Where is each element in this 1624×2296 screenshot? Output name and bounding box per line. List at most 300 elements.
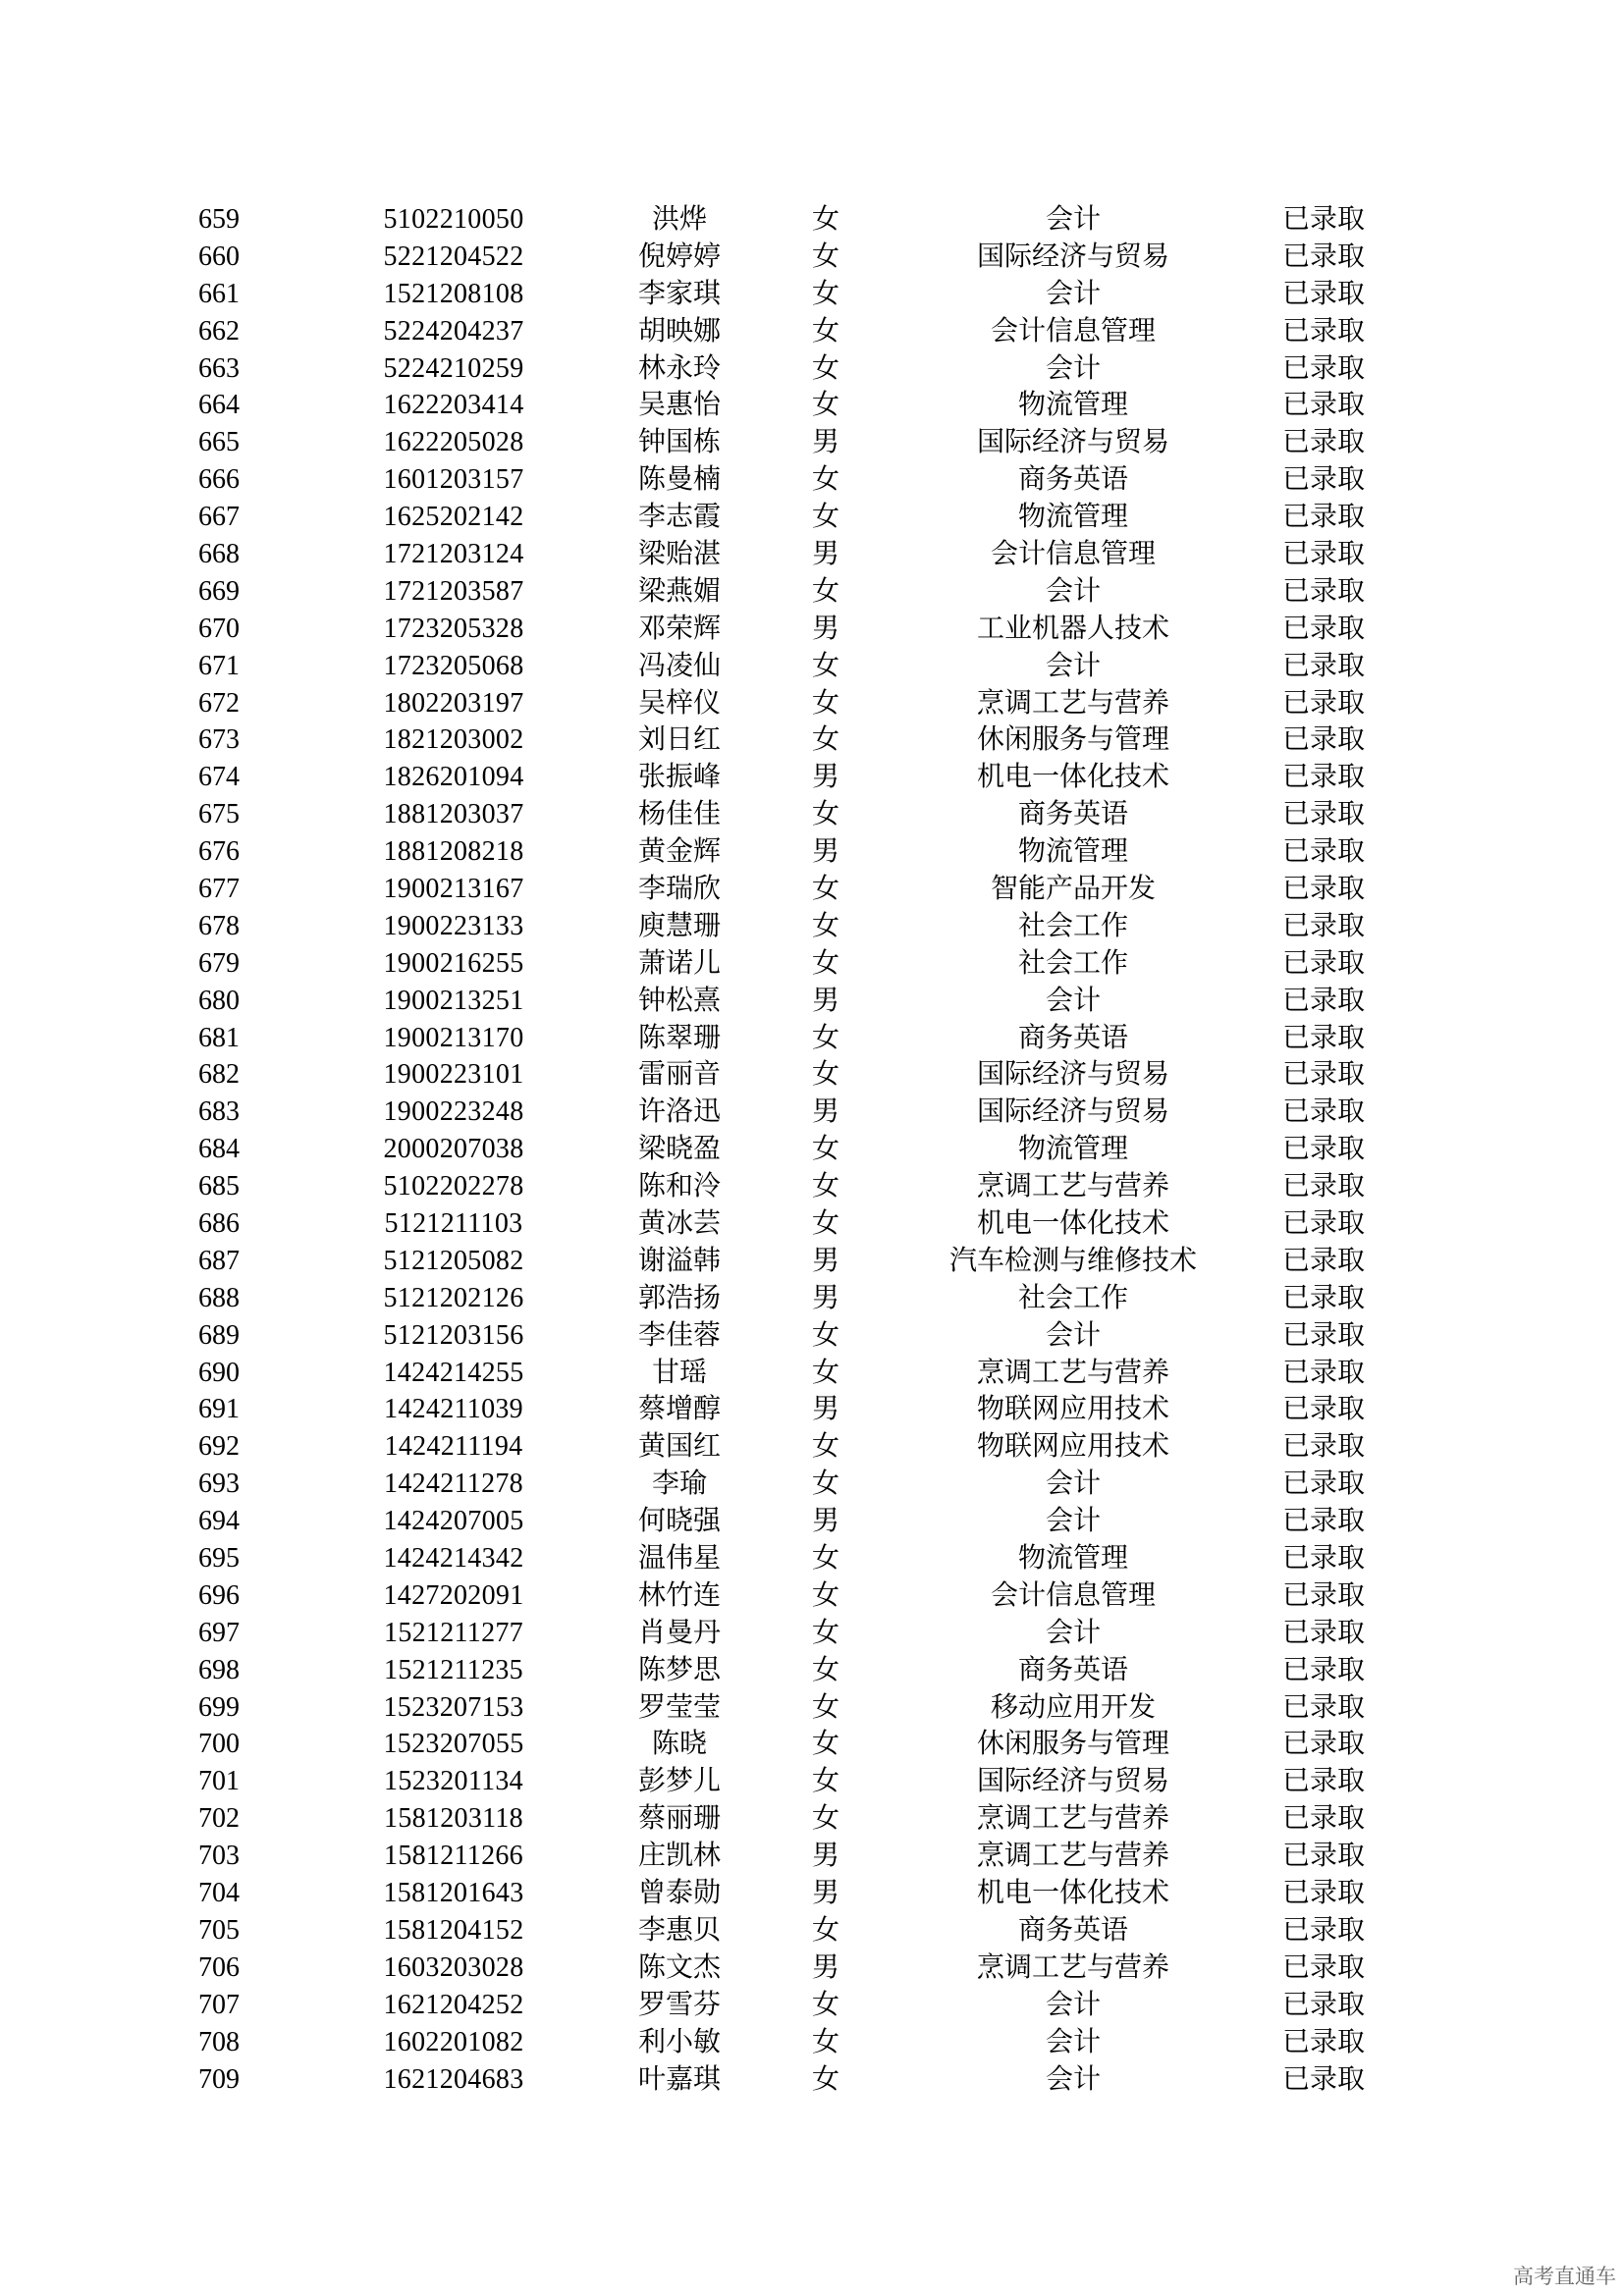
cell-name: 陈文杰 — [637, 1951, 721, 1983]
cell-major: 物联网应用技术 — [976, 1394, 1169, 1425]
cell-exam-id: 1523201134 — [384, 1766, 523, 1797]
cell-index: 688 — [198, 1282, 240, 1313]
cell-status: 已录取 — [1281, 1803, 1365, 1835]
cell-status: 已录取 — [1281, 613, 1365, 644]
cell-status: 已录取 — [1281, 539, 1365, 569]
cell-name: 倪婷婷 — [637, 240, 721, 272]
cell-exam-id: 1602201082 — [383, 2026, 524, 2057]
cell-major: 会计信息管理 — [990, 539, 1156, 569]
table-row — [0, 611, 1624, 648]
cell-name: 张振峰 — [637, 762, 721, 793]
cell-exam-id: 5121205082 — [383, 1245, 524, 1276]
cell-name: 梁贻湛 — [637, 539, 721, 569]
table-row — [0, 1428, 1624, 1466]
table-row — [0, 1503, 1624, 1540]
cell-name: 钟国栋 — [637, 427, 721, 458]
cell-status: 已录取 — [1281, 1431, 1365, 1463]
cell-gender: 男 — [811, 762, 839, 793]
cell-index: 703 — [198, 1841, 240, 1872]
cell-index: 667 — [198, 502, 240, 533]
cell-exam-id: 1603203028 — [383, 1951, 524, 1983]
cell-name: 蔡丽珊 — [637, 1803, 721, 1835]
cell-status: 已录取 — [1281, 1951, 1365, 1983]
cell-name: 陈和泠 — [637, 1171, 721, 1202]
cell-gender: 男 — [811, 1282, 839, 1313]
cell-index: 683 — [198, 1096, 240, 1128]
cell-gender: 女 — [811, 1171, 839, 1202]
cell-major: 会计 — [1045, 1989, 1101, 2020]
table-row — [0, 1168, 1624, 1205]
cell-major: 物流管理 — [1017, 1543, 1128, 1575]
cell-gender: 男 — [811, 1245, 839, 1276]
cell-exam-id: 1802203197 — [383, 687, 524, 719]
table-row — [0, 945, 1624, 983]
cell-major: 商务英语 — [1017, 1654, 1128, 1685]
cell-index: 674 — [198, 762, 240, 793]
cell-exam-id: 1881208218 — [383, 836, 524, 868]
cell-name: 蔡增醇 — [637, 1394, 721, 1425]
cell-index: 669 — [198, 575, 240, 607]
cell-gender: 女 — [811, 1654, 839, 1685]
cell-major: 会计 — [1045, 352, 1101, 384]
cell-name: 刘日红 — [637, 724, 721, 756]
cell-status: 已录取 — [1281, 1543, 1365, 1575]
cell-exam-id: 5102202278 — [383, 1171, 524, 1202]
cell-status: 已录取 — [1281, 1394, 1365, 1425]
table-row — [0, 1243, 1624, 1280]
cell-index: 702 — [198, 1803, 240, 1835]
cell-status: 已录取 — [1281, 1022, 1365, 1053]
cell-exam-id: 1424214342 — [383, 1543, 524, 1575]
cell-status: 已录取 — [1281, 1617, 1365, 1648]
cell-major: 会计 — [1045, 2063, 1101, 2095]
cell-name: 曾泰勋 — [637, 1878, 721, 1909]
cell-gender: 女 — [811, 352, 839, 384]
cell-status: 已录取 — [1281, 947, 1365, 979]
table-row — [0, 1355, 1624, 1392]
table-row — [0, 1466, 1624, 1503]
cell-gender: 女 — [811, 2063, 839, 2095]
table-row — [0, 573, 1624, 611]
cell-name: 吴惠怡 — [637, 390, 721, 421]
cell-status: 已录取 — [1281, 762, 1365, 793]
cell-gender: 女 — [811, 1022, 839, 1053]
cell-index: 704 — [198, 1878, 240, 1909]
cell-major: 商务英语 — [1017, 799, 1128, 830]
cell-status: 已录取 — [1281, 1841, 1365, 1872]
cell-index: 664 — [198, 390, 240, 421]
cell-gender: 女 — [811, 1059, 839, 1091]
cell-name: 罗雪芬 — [637, 1989, 721, 2020]
cell-major: 烹调工艺与营养 — [976, 1841, 1169, 1872]
cell-index: 707 — [198, 1989, 240, 2020]
cell-status: 已录取 — [1281, 502, 1365, 533]
cell-status: 已录取 — [1281, 575, 1365, 607]
cell-gender: 女 — [811, 947, 839, 979]
cell-name: 罗莹莹 — [637, 1691, 721, 1723]
cell-name: 李瑜 — [651, 1468, 707, 1500]
cell-status: 已录取 — [1281, 390, 1365, 421]
cell-gender: 女 — [811, 1617, 839, 1648]
cell-exam-id: 1900213167 — [383, 874, 524, 905]
cell-name: 黄冰芸 — [637, 1208, 721, 1240]
table-row — [0, 201, 1624, 239]
cell-gender: 女 — [811, 687, 839, 719]
table-row — [0, 1020, 1624, 1057]
cell-index: 661 — [198, 278, 240, 309]
cell-status: 已录取 — [1281, 1357, 1365, 1388]
cell-major: 会计信息管理 — [990, 315, 1156, 347]
table-row — [0, 1317, 1624, 1355]
cell-major: 商务英语 — [1017, 1022, 1128, 1053]
cell-exam-id: 1581211266 — [384, 1841, 523, 1872]
cell-name: 叶嘉琪 — [637, 2063, 721, 2095]
cell-name: 郭浩扬 — [637, 1282, 721, 1313]
table-row — [0, 1540, 1624, 1577]
cell-major: 物流管理 — [1017, 390, 1128, 421]
cell-exam-id: 1900213170 — [383, 1022, 524, 1053]
cell-gender: 女 — [811, 1319, 839, 1351]
table-row — [0, 759, 1624, 796]
cell-exam-id: 1721203587 — [383, 575, 524, 607]
table-row — [0, 1056, 1624, 1094]
cell-status: 已录取 — [1281, 240, 1365, 272]
cell-index: 677 — [198, 874, 240, 905]
cell-exam-id: 2000207038 — [383, 1134, 524, 1165]
cell-exam-id: 1521208108 — [383, 278, 524, 309]
table-row — [0, 1838, 1624, 1875]
cell-exam-id: 1723205068 — [383, 650, 524, 681]
cell-name: 梁燕媚 — [637, 575, 721, 607]
cell-exam-id: 1581201643 — [383, 1878, 524, 1909]
table-row — [0, 908, 1624, 945]
cell-major: 社会工作 — [1017, 1282, 1128, 1313]
cell-index: 699 — [198, 1691, 240, 1723]
cell-exam-id: 1900223248 — [383, 1096, 524, 1128]
cell-index: 698 — [198, 1654, 240, 1685]
cell-index: 693 — [198, 1468, 240, 1500]
cell-index: 670 — [198, 613, 240, 644]
cell-major: 会计 — [1045, 1468, 1101, 1500]
cell-index: 690 — [198, 1357, 240, 1388]
cell-name: 李惠贝 — [637, 1914, 721, 1946]
cell-exam-id: 1721203124 — [383, 539, 524, 569]
cell-major: 工业机器人技术 — [976, 613, 1169, 644]
cell-major: 烹调工艺与营养 — [976, 687, 1169, 719]
cell-status: 已录取 — [1281, 352, 1365, 384]
cell-gender: 女 — [811, 799, 839, 830]
cell-gender: 女 — [811, 1134, 839, 1165]
cell-index: 687 — [198, 1245, 240, 1276]
cell-gender: 女 — [811, 1431, 839, 1463]
cell-gender: 女 — [811, 1803, 839, 1835]
cell-name: 甘瑶 — [651, 1357, 707, 1388]
cell-status: 已录取 — [1281, 1691, 1365, 1723]
cell-name: 何晓强 — [637, 1506, 721, 1537]
cell-gender: 女 — [811, 1989, 839, 2020]
cell-exam-id: 1900223133 — [383, 910, 524, 941]
cell-major: 烹调工艺与营养 — [976, 1171, 1169, 1202]
cell-major: 国际经济与贸易 — [976, 427, 1169, 458]
cell-major: 会计 — [1045, 985, 1101, 1016]
cell-status: 已录取 — [1281, 687, 1365, 719]
cell-index: 679 — [198, 947, 240, 979]
cell-name: 冯凌仙 — [637, 650, 721, 681]
table-row — [0, 2061, 1624, 2099]
cell-index: 691 — [198, 1394, 240, 1425]
cell-exam-id: 1424214255 — [383, 1357, 524, 1388]
cell-index: 681 — [198, 1022, 240, 1053]
cell-exam-id: 1900213251 — [383, 985, 524, 1016]
cell-index: 700 — [198, 1729, 240, 1760]
cell-exam-id: 5224204237 — [383, 315, 524, 347]
cell-gender: 女 — [811, 278, 839, 309]
cell-major: 商务英语 — [1017, 1914, 1128, 1946]
cell-index: 668 — [198, 539, 240, 569]
cell-name: 陈晓 — [651, 1729, 707, 1760]
cell-status: 已录取 — [1281, 278, 1365, 309]
cell-exam-id: 5121202126 — [383, 1282, 524, 1313]
cell-exam-id: 1427202091 — [383, 1579, 524, 1611]
cell-status: 已录取 — [1281, 1878, 1365, 1909]
cell-gender: 女 — [811, 1468, 839, 1500]
cell-index: 694 — [198, 1506, 240, 1537]
cell-name: 李家琪 — [637, 278, 721, 309]
cell-status: 已录取 — [1281, 1654, 1365, 1685]
cell-major: 国际经济与贸易 — [976, 1059, 1169, 1091]
cell-status: 已录取 — [1281, 2026, 1365, 2057]
cell-index: 675 — [198, 799, 240, 830]
cell-major: 物流管理 — [1017, 502, 1128, 533]
cell-status: 已录取 — [1281, 1171, 1365, 1202]
cell-index: 660 — [198, 240, 240, 272]
cell-major: 机电一体化技术 — [976, 762, 1169, 793]
cell-gender: 男 — [811, 1841, 839, 1872]
cell-major: 机电一体化技术 — [976, 1208, 1169, 1240]
cell-exam-id: 1521211277 — [384, 1617, 523, 1648]
cell-exam-id: 1523207055 — [383, 1729, 524, 1760]
cell-gender: 男 — [811, 1506, 839, 1537]
cell-exam-id: 1900223101 — [383, 1059, 524, 1091]
table-row — [0, 276, 1624, 313]
cell-status: 已录取 — [1281, 724, 1365, 756]
cell-gender: 女 — [811, 1579, 839, 1611]
cell-major: 物联网应用技术 — [976, 1431, 1169, 1463]
table-row — [0, 1615, 1624, 1652]
cell-name: 庾慧珊 — [637, 910, 721, 941]
cell-status: 已录取 — [1281, 1766, 1365, 1797]
cell-index: 680 — [198, 985, 240, 1016]
cell-gender: 女 — [811, 575, 839, 607]
cell-status: 已录取 — [1281, 1506, 1365, 1537]
cell-index: 671 — [198, 650, 240, 681]
cell-major: 会计 — [1045, 204, 1101, 235]
cell-status: 已录取 — [1281, 464, 1365, 496]
cell-index: 662 — [198, 315, 240, 347]
cell-index: 709 — [198, 2063, 240, 2095]
cell-exam-id: 1900216255 — [383, 947, 524, 979]
cell-gender: 女 — [811, 1766, 839, 1797]
table-row — [0, 1577, 1624, 1615]
cell-status: 已录取 — [1281, 985, 1365, 1016]
cell-index: 676 — [198, 836, 240, 868]
cell-exam-id: 1621204683 — [383, 2063, 524, 2095]
cell-name: 利小敏 — [637, 2026, 721, 2057]
cell-index: 682 — [198, 1059, 240, 1091]
cell-exam-id: 5221204522 — [383, 240, 524, 272]
table-row — [0, 721, 1624, 759]
cell-exam-id: 1523207153 — [383, 1691, 524, 1723]
cell-gender: 女 — [811, 315, 839, 347]
cell-major: 会计信息管理 — [990, 1579, 1156, 1611]
table-row — [0, 983, 1624, 1020]
cell-index: 705 — [198, 1914, 240, 1946]
cell-major: 烹调工艺与营养 — [976, 1951, 1169, 1983]
cell-exam-id: 5121211103 — [384, 1208, 523, 1240]
cell-gender: 女 — [811, 910, 839, 941]
cell-gender: 女 — [811, 650, 839, 681]
cell-index: 696 — [198, 1579, 240, 1611]
cell-status: 已录取 — [1281, 1096, 1365, 1128]
cell-name: 陈翠珊 — [637, 1022, 721, 1053]
cell-major: 会计 — [1045, 278, 1101, 309]
cell-major: 智能产品开发 — [990, 874, 1156, 905]
table-row — [0, 499, 1624, 536]
cell-major: 机电一体化技术 — [976, 1878, 1169, 1909]
cell-exam-id: 1826201094 — [383, 762, 524, 793]
cell-status: 已录取 — [1281, 427, 1365, 458]
cell-gender: 男 — [811, 1878, 839, 1909]
cell-gender: 男 — [811, 1096, 839, 1128]
cell-major: 国际经济与贸易 — [976, 240, 1169, 272]
cell-gender: 女 — [811, 240, 839, 272]
table-row — [0, 1912, 1624, 1949]
cell-gender: 男 — [811, 1951, 839, 1983]
cell-major: 烹调工艺与营养 — [976, 1357, 1169, 1388]
cell-status: 已录取 — [1281, 1729, 1365, 1760]
cell-gender: 女 — [811, 390, 839, 421]
cell-name: 黄国红 — [637, 1431, 721, 1463]
cell-major: 商务英语 — [1017, 464, 1128, 496]
table-row — [0, 1391, 1624, 1428]
table-row — [0, 350, 1624, 388]
cell-gender: 女 — [811, 502, 839, 533]
cell-status: 已录取 — [1281, 1468, 1365, 1500]
cell-name: 许洛迅 — [637, 1096, 721, 1128]
cell-gender: 男 — [811, 985, 839, 1016]
cell-exam-id: 1581203118 — [384, 1803, 523, 1835]
table-row — [0, 1800, 1624, 1838]
cell-gender: 女 — [811, 1914, 839, 1946]
table-row — [0, 648, 1624, 685]
cell-name: 梁晓盈 — [637, 1134, 721, 1165]
table-row — [0, 2024, 1624, 2061]
cell-major: 会计 — [1045, 2026, 1101, 2057]
cell-gender: 男 — [811, 836, 839, 868]
cell-index: 684 — [198, 1134, 240, 1165]
cell-name: 李瑞欣 — [637, 874, 721, 905]
cell-index: 695 — [198, 1543, 240, 1575]
cell-gender: 女 — [811, 1208, 839, 1240]
table-row — [0, 833, 1624, 871]
cell-major: 烹调工艺与营养 — [976, 1803, 1169, 1835]
cell-index: 708 — [198, 2026, 240, 2057]
table-row — [0, 536, 1624, 573]
table-row — [0, 424, 1624, 461]
table-row — [0, 1689, 1624, 1727]
cell-name: 钟松熹 — [637, 985, 721, 1016]
cell-exam-id: 1424211194 — [384, 1431, 523, 1463]
cell-major: 休闲服务与管理 — [976, 724, 1169, 756]
table-row — [0, 239, 1624, 276]
cell-exam-id: 1622203414 — [383, 390, 524, 421]
cell-index: 685 — [198, 1171, 240, 1202]
cell-major: 社会工作 — [1017, 910, 1128, 941]
cell-index: 673 — [198, 724, 240, 756]
cell-index: 697 — [198, 1617, 240, 1648]
cell-status: 已录取 — [1281, 1914, 1365, 1946]
cell-major: 会计 — [1045, 1319, 1101, 1351]
cell-gender: 女 — [811, 2026, 839, 2057]
cell-status: 已录取 — [1281, 315, 1365, 347]
cell-index: 659 — [198, 204, 240, 235]
table-row — [0, 387, 1624, 424]
table-row — [0, 1763, 1624, 1800]
cell-exam-id: 1723205328 — [383, 613, 524, 644]
watermark: 高考直通车 — [1513, 2265, 1616, 2288]
cell-exam-id: 5121203156 — [383, 1319, 524, 1351]
cell-name: 邓荣辉 — [637, 613, 721, 644]
cell-gender: 女 — [811, 1729, 839, 1760]
cell-major: 国际经济与贸易 — [976, 1766, 1169, 1797]
cell-index: 678 — [198, 910, 240, 941]
cell-major: 汽车检测与维修技术 — [948, 1245, 1197, 1276]
cell-status: 已录取 — [1281, 1245, 1365, 1276]
cell-exam-id: 1424211278 — [384, 1468, 523, 1500]
cell-index: 701 — [198, 1766, 240, 1797]
cell-name: 胡映娜 — [637, 315, 721, 347]
table-row — [0, 1131, 1624, 1168]
cell-index: 692 — [198, 1431, 240, 1463]
table-row — [0, 1205, 1624, 1243]
table-row — [0, 1987, 1624, 2024]
cell-gender: 女 — [811, 1691, 839, 1723]
cell-status: 已录取 — [1281, 650, 1365, 681]
table-row — [0, 796, 1624, 833]
cell-name: 杨佳佳 — [637, 799, 721, 830]
cell-exam-id: 1625202142 — [383, 502, 524, 533]
cell-major: 会计 — [1045, 575, 1101, 607]
cell-name: 林竹连 — [637, 1579, 721, 1611]
cell-exam-id: 1881203037 — [383, 799, 524, 830]
cell-gender: 男 — [811, 539, 839, 569]
cell-index: 665 — [198, 427, 240, 458]
cell-exam-id: 1581204152 — [383, 1914, 524, 1946]
cell-major: 会计 — [1045, 1506, 1101, 1537]
cell-name: 肖曼丹 — [637, 1617, 721, 1648]
cell-status: 已录取 — [1281, 1579, 1365, 1611]
cell-exam-id: 5102210050 — [383, 204, 524, 235]
cell-name: 李佳蓉 — [637, 1319, 721, 1351]
cell-index: 672 — [198, 687, 240, 719]
table-row — [0, 871, 1624, 908]
table-row — [0, 313, 1624, 350]
cell-name: 温伟星 — [637, 1543, 721, 1575]
cell-name: 彭梦儿 — [637, 1766, 721, 1797]
cell-gender: 女 — [811, 1543, 839, 1575]
cell-exam-id: 1821203002 — [383, 724, 524, 756]
cell-exam-id: 1521211235 — [384, 1654, 523, 1685]
